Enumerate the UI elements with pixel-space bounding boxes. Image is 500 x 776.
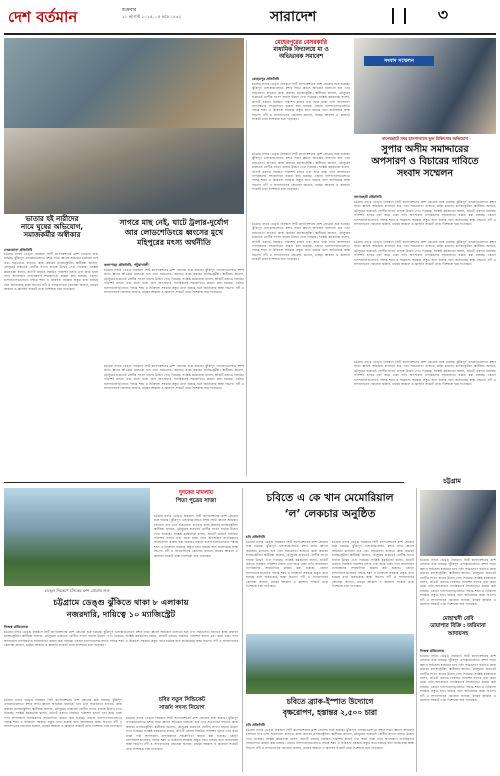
brac-headline1: চবিতে ব্র্যাক-ইস্পাত উদ্যোগে <box>286 697 374 706</box>
ak-khan-byline: চবি প্রতিনিধি <box>246 535 265 539</box>
dengue-body: চট্টগ্রাম নগরে ডেঙ্গু নিয়ন্ত্রণে সিটি কর্পোরেশনের ক্রাশ প্রোগ্রাম শুরু হয়েছে। ঝুঁকিপূর্ণ এলাকাগুলোতে মশার লার্ভা ধ্বংসে অভিযান চালানো হবে এবং সচেতনতা বাড়াতে কাজ করবেন ম্যাজিস্ট্রেটরা। স্থানীয়রা জানান, মৌসুমের শুরুতেই রোগীর সংখ্যা বাড়ায় উদ্বেগ দেখা দিয়েছে। সংশ্লিষ্ট কর্মকর্তারা বলেন, প্রতিটি ওয়ার্ডে নিয়মিত পরিদর্শন চলবে এবং জমে থাকা পানি অপসারণে নাগরিকদের সহযোগিতা কামনা করা হয়েছে। এছাড়া হাসপাতালগুলোতে পর্যাপ্ত শয্যা ও চিকিৎসা সরঞ্জাম প্রস্তুত রাখা হয়েছে বলে জানিয়েছে স্বাস্থ্য বিভাগ। নদী ও সাগরপাড়ের জেলেরা জানান, মাছের আকাল ও জ্বালানি সংকটে তারা দিশেহারা হয়ে পড়েছেন। <box>4 630 238 648</box>
column-rule <box>246 40 247 476</box>
press-byline: বাগেরহাট প্রতিনিধি <box>354 195 382 199</box>
syndicate-headline2: সার্জন সদস্য নিয়োগ <box>159 705 205 711</box>
press-body-wide: চট্টগ্রাম নগরে ডেঙ্গু নিয়ন্ত্রণে সিটি কর্পোরেশনের ক্রাশ প্রোগ্রাম শুরু হয়েছে। ঝুঁকিপূর্ণ এলাকাগুলোতে মশার লার্ভা ধ্বংসে অভিযান চালানো হবে এবং সচেতনতা বাড়াতে কাজ করবেন ম্যাজিস্ট্রেটরা। স্থানীয়রা জানান, মৌসুমের শুরুতেই রোগীর সংখ্যা বাড়ায় উদ্বেগ দেখা দিয়েছে। সংশ্লিষ্ট কর্মকর্তারা বলেন, প্রতিটি ওয়ার্ডে নিয়মিত পরিদর্শন চলবে এবং জমে থাকা পানি অপসারণে নাগরিকদের সহযোগিতা কামনা করা হয়েছে। এছাড়া হাসপাতালগুলোতে পর্যাপ্ত শয্যা ও চিকিৎসা সরঞ্জাম প্রস্তুত রাখা হয়েছে বলে জানিয়েছে স্বাস্থ্য বিভাগ। নদী ও সাগরপাড়ের জেলেরা জানান, মাছের আকাল ও জ্বালানি সংকটে তারা দিশেহারা হয়ে পড়েছেন। <box>354 200 496 227</box>
ak-khan-body-col1: চট্টগ্রাম নগরে ডেঙ্গু নিয়ন্ত্রণে সিটি কর্পোরেশনের ক্রাশ প্রোগ্রাম শুরু হয়েছে। ঝুঁকিপূর্ণ এলাকাগুলোতে মশার লার্ভা ধ্বংসে অভিযান চালানো হবে এবং সচেতনতা বাড়াতে কাজ করবেন ম্যাজিস্ট্রেটরা। স্থানীয়রা জানান, মৌসুমের শুরুতেই রোগীর সংখ্যা বাড়ায় উদ্বেগ দেখা দিয়েছে। সংশ্লিষ্ট কর্মকর্তারা বলেন, প্রতিটি ওয়ার্ডে নিয়মিত পরিদর্শন চলবে এবং জমে থাকা পানি অপসারণে নাগরিকদের সহযোগিতা কামনা করা হয়েছে। এছাড়া হাসপাতালগুলোতে পর্যাপ্ত শয্যা ও চিকিৎসা সরঞ্জাম প্রস্তুত রাখা হয়েছে বলে জানিয়েছে স্বাস্থ্য বিভাগ। নদী ও সাগরপাড়ের জেলেরা জানান, মাছের আকাল ও জ্বালানি সংকটে তারা দিশেহারা হয়ে পড়েছেন। <box>246 540 328 589</box>
masthead-date: ২১ আগস্ট ২০২৫, ০৫ ভাদ্র ১৪৩২ <box>122 14 182 19</box>
doodok-headline1: দুদকের মামলায় <box>179 490 213 496</box>
section-title-lines <box>392 8 406 24</box>
dengue-photo <box>4 488 150 586</box>
press-headline1: সুপার অসীম সমাদ্দারের <box>381 144 469 155</box>
diaper-byline: নিজস্ব প্রতিবেদক <box>420 649 445 653</box>
column-rule-bottom <box>242 488 243 772</box>
brac-headline2: বৃক্ষরোপণ, হস্তান্তর ২,৫০০ চারা <box>282 708 378 717</box>
right-body-col3: চট্টগ্রাম নগরে ডেঙ্গু নিয়ন্ত্রণে সিটি কর্পোরেশনের ক্রাশ প্রোগ্রাম শুরু হয়েছে। ঝুঁকিপূর্ণ এলাকাগুলোতে মশার লার্ভা ধ্বংসে অভিযান চালানো হবে এবং সচেতনতা বাড়াতে কাজ করবেন ম্যাজিস্ট্রেটরা। স্থানীয়রা জানান, মৌসুমের শুরুতেই রোগীর সংখ্যা বাড়ায় উদ্বেগ দেখা দিয়েছে। সংশ্লিষ্ট কর্মকর্তারা বলেন, প্রতিটি ওয়ার্ডে নিয়মিত পরিদর্শন চলবে এবং জমে থাকা পানি অপসারণে নাগরিকদের সহযোগিতা কামনা করা হয়েছে। এছাড়া হাসপাতালগুলোতে পর্যাপ্ত শয্যা ও চিকিৎসা সরঞ্জাম প্রস্তুত রাখা হয়েছে বলে জানিয়েছে স্বাস্থ্য বিভাগ। নদী ও সাগরপাড়ের জেলেরা জানান, মাছের আকাল ও জ্বালানি সংকটে তারা দিশেহারা হয়ে পড়েছেন। <box>354 360 496 387</box>
syndicate-story <box>126 696 238 716</box>
diaper-story <box>420 616 496 646</box>
diaper-headline1: মোহাম্মদী বেবি <box>442 616 474 622</box>
diaper-headline3: আদায়সহ <box>447 630 469 637</box>
meherpur-byline: মেহেরপুর প্রতিনিধি <box>252 77 280 81</box>
press-conference-photo <box>354 38 496 134</box>
right-top-body: চট্টগ্রাম নগরে ডেঙ্গু নিয়ন্ত্রণে সিটি কর্পোরেশনের ক্রাশ প্রোগ্রাম শুরু হয়েছে। ঝুঁকিপূর্ণ এলাকাগুলোতে মশার লার্ভা ধ্বংসে অভিযান চালানো হবে এবং সচেতনতা বাড়াতে কাজ করবেন ম্যাজিস্ট্রেটরা। স্থানীয়রা জানান, মৌসুমের শুরুতেই রোগীর সংখ্যা বাড়ায় উদ্বেগ দেখা দিয়েছে। সংশ্লিষ্ট কর্মকর্তারা বলেন, প্রতিটি ওয়ার্ডে নিয়মিত পরিদর্শন চলবে এবং জমে থাকা পানি অপসারণে নাগরিকদের সহযোগিতা কামনা করা হয়েছে। এছাড়া হাসপাতালগুলোতে পর্যাপ্ত শয্যা ও চিকিৎসা সরঞ্জাম প্রস্তুত রাখা হয়েছে বলে জানিয়েছে স্বাস্থ্য বিভাগ। নদী ও সাগরপাড়ের জেলেরা জানান, মাছের আকাল ও জ্বালানি সংকটে তারা দিশেহারা হয়ে পড়েছেন। <box>420 558 496 607</box>
section-title: সারাদেশ <box>270 9 317 25</box>
masthead <box>0 0 500 38</box>
fish-body-col1: চট্টগ্রাম নগরে ডেঙ্গু নিয়ন্ত্রণে সিটি কর্পোরেশনের ক্রাশ প্রোগ্রাম শুরু হয়েছে। ঝুঁকিপূর্ণ এলাকাগুলোতে মশার লার্ভা ধ্বংসে অভিযান চালানো হবে এবং সচেতনতা বাড়াতে কাজ করবেন ম্যাজিস্ট্রেটরা। স্থানীয়রা জানান, মৌসুমের শুরুতেই রোগীর সংখ্যা বাড়ায় উদ্বেগ দেখা দিয়েছে। সংশ্লিষ্ট কর্মকর্তারা বলেন, প্রতিটি ওয়ার্ডে নিয়মিত পরিদর্শন চলবে এবং জমে থাকা পানি অপসারণে নাগরিকদের সহযোগিতা কামনা করা হয়েছে। এছাড়া হাসপাতালগুলোতে পর্যাপ্ত শয্যা ও চিকিৎসা সরঞ্জাম প্রস্তুত রাখা হয়েছে বলে জানিয়েছে স্বাস্থ্য বিভাগ। নদী ও সাগরপাড়ের জেলেরা জানান, মাছের আকাল ও জ্বালানি সংকটে তারা দিশেহারা হয়ে পড়েছেন। <box>104 268 244 295</box>
masthead-rule <box>4 33 496 35</box>
fish-headline1: সাগরে মাছ নেই, ঘাটে ট্রলার-দুর্যোগ <box>119 218 229 227</box>
dengue-byline: নিজস্ব প্রতিবেদক <box>4 625 29 629</box>
press-headline2: অপসারণ ও বিচারের দাবিতে <box>371 156 479 167</box>
meherpur-body: চট্টগ্রাম নগরে ডেঙ্গু নিয়ন্ত্রণে সিটি কর্পোরেশনের ক্রাশ প্রোগ্রাম শুরু হয়েছে। ঝুঁকিপূর্ণ এলাকাগুলোতে মশার লার্ভা ধ্বংসে অভিযান চালানো হবে এবং সচেতনতা বাড়াতে কাজ করবেন ম্যাজিস্ট্রেটরা। স্থানীয়রা জানান, মৌসুমের শুরুতেই রোগীর সংখ্যা বাড়ায় উদ্বেগ দেখা দিয়েছে। সংশ্লিষ্ট কর্মকর্তারা বলেন, প্রতিটি ওয়ার্ডে নিয়মিত পরিদর্শন চলবে এবং জমে থাকা পানি অপসারণে নাগরিকদের সহযোগিতা কামনা করা হয়েছে। এছাড়া হাসপাতালগুলোতে পর্যাপ্ত শয্যা ও চিকিৎসা সরঞ্জাম প্রস্তুত রাখা হয়েছে বলে জানিয়েছে স্বাস্থ্য বিভাগ। নদী ও সাগরপাড়ের জেলেরা জানান, মাছের আকাল ও জ্বালানি সংকটে তারা দিশেহারা হয়ে পড়েছেন। <box>252 82 350 122</box>
chattogram-rule-left <box>4 482 404 483</box>
right-body-col2: চট্টগ্রাম নগরে ডেঙ্গু নিয়ন্ত্রণে সিটি কর্পোরেশনের ক্রাশ প্রোগ্রাম শুরু হয়েছে। ঝুঁকিপূর্ণ এলাকাগুলোতে মশার লার্ভা ধ্বংসে অভিযান চালানো হবে এবং সচেতনতা বাড়াতে কাজ করবেন ম্যাজিস্ট্রেটরা। স্থানীয়রা জানান, মৌসুমের শুরুতেই রোগীর সংখ্যা বাড়ায় উদ্বেগ দেখা দিয়েছে। সংশ্লিষ্ট কর্মকর্তারা বলেন, প্রতিটি ওয়ার্ডে নিয়মিত পরিদর্শন চলবে এবং জমে থাকা পানি অপসারণে নাগরিকদের সহযোগিতা কামনা করা হয়েছে। এছাড়া হাসপাতালগুলোতে পর্যাপ্ত শয্যা ও চিকিৎসা সরঞ্জাম প্রস্তুত রাখা হয়েছে বলে জানিয়েছে স্বাস্থ্য বিভাগ। নদী ও সাগরপাড়ের জেলেরা জানান, মাছের আকাল ও জ্বালানি সংকটে তারা দিশেহারা হয়ে পড়েছেন। <box>354 240 496 267</box>
side-story-headline1: ভাতার হই নারীদের <box>25 215 79 223</box>
side-story-byline: নেত্রকোনা প্রতিনিধি <box>4 248 33 252</box>
side-story <box>4 215 100 245</box>
right-top-photo <box>420 490 496 556</box>
press-kicker: বাগেরহাটে সদর হাসপাতালে ভুল চিকিৎসার অভিযোগ <box>382 136 468 141</box>
press-headline <box>354 144 496 190</box>
doodok-body: চট্টগ্রাম নগরে ডেঙ্গু নিয়ন্ত্রণে সিটি কর্পোরেশনের ক্রাশ প্রোগ্রাম শুরু হয়েছে। ঝুঁকিপূর্ণ এলাকাগুলোতে মশার লার্ভা ধ্বংসে অভিযান চালানো হবে এবং সচেতনতা বাড়াতে কাজ করবেন ম্যাজিস্ট্রেটরা। স্থানীয়রা জানান, মৌসুমের শুরুতেই রোগীর সংখ্যা বাড়ায় উদ্বেগ দেখা দিয়েছে। সংশ্লিষ্ট কর্মকর্তারা বলেন, প্রতিটি ওয়ার্ডে নিয়মিত পরিদর্শন চলবে এবং জমে থাকা পানি অপসারণে নাগরিকদের সহযোগিতা কামনা করা হয়েছে। এছাড়া হাসপাতালগুলোতে পর্যাপ্ত শয্যা ও চিকিৎসা সরঞ্জাম প্রস্তুত রাখা হয়েছে বলে জানিয়েছে স্বাস্থ্য বিভাগ। নদী ও সাগরপাড়ের জেলেরা জানান, মাছের আকাল ও জ্বালানি সংকটে তারা দিশেহারা হয়ে পড়েছেন। <box>154 514 238 558</box>
brac-body: চট্টগ্রাম নগরে ডেঙ্গু নিয়ন্ত্রণে সিটি কর্পোরেশনের ক্রাশ প্রোগ্রাম শুরু হয়েছে। ঝুঁকিপূর্ণ এলাকাগুলোতে মশার লার্ভা ধ্বংসে অভিযান চালানো হবে এবং সচেতনতা বাড়াতে কাজ করবেন ম্যাজিস্ট্রেটরা। স্থানীয়রা জানান, মৌসুমের শুরুতেই রোগীর সংখ্যা বাড়ায় উদ্বেগ দেখা দিয়েছে। সংশ্লিষ্ট কর্মকর্তারা বলেন, প্রতিটি ওয়ার্ডে নিয়মিত পরিদর্শন চলবে এবং জমে থাকা পানি অপসারণে নাগরিকদের সহযোগিতা কামনা করা হয়েছে। এছাড়া হাসপাতালগুলোতে পর্যাপ্ত শয্যা ও চিকিৎসা সরঞ্জাম প্রস্তুত রাখা হয়েছে বলে জানিয়েছে স্বাস্থ্য বিভাগ। নদী ও সাগরপাড়ের জেলেরা জানান, মাছের আকাল ও জ্বালানি সংকটে তারা দিশেহারা হয়ে পড়েছেন। <box>246 728 414 750</box>
diaper-body: চট্টগ্রাম নগরে ডেঙ্গু নিয়ন্ত্রণে সিটি কর্পোরেশনের ক্রাশ প্রোগ্রাম শুরু হয়েছে। ঝুঁকিপূর্ণ এলাকাগুলোতে মশার লার্ভা ধ্বংসে অভিযান চালানো হবে এবং সচেতনতা বাড়াতে কাজ করবেন ম্যাজিস্ট্রেটরা। স্থানীয়রা জানান, মৌসুমের শুরুতেই রোগীর সংখ্যা বাড়ায় উদ্বেগ দেখা দিয়েছে। সংশ্লিষ্ট কর্মকর্তারা বলেন, প্রতিটি ওয়ার্ডে নিয়মিত পরিদর্শন চলবে এবং জমে থাকা পানি অপসারণে নাগরিকদের সহযোগিতা কামনা করা হয়েছে। এছাড়া হাসপাতালগুলোতে পর্যাপ্ত শয্যা ও চিকিৎসা সরঞ্জাম প্রস্তুত রাখা হয়েছে বলে জানিয়েছে স্বাস্থ্য বিভাগ। নদী ও সাগরপাড়ের জেলেরা জানান, মাছের আকাল ও জ্বালানি সংকটে তারা দিশেহারা হয়ে পড়েছেন। <box>420 654 496 703</box>
ak-khan-headline1: চবিতে এ কে খান মেমোরিয়াল <box>266 492 394 504</box>
syndicate-body: চট্টগ্রাম নগরে ডেঙ্গু নিয়ন্ত্রণে সিটি কর্পোরেশনের ক্রাশ প্রোগ্রাম শুরু হয়েছে। ঝুঁকিপূর্ণ এলাকাগুলোতে মশার লার্ভা ধ্বংসে অভিযান চালানো হবে এবং সচেতনতা বাড়াতে কাজ করবেন ম্যাজিস্ট্রেটরা। স্থানীয়রা জানান, মৌসুমের শুরুতেই রোগীর সংখ্যা বাড়ায় উদ্বেগ দেখা দিয়েছে। সংশ্লিষ্ট কর্মকর্তারা বলেন, প্রতিটি ওয়ার্ডে নিয়মিত পরিদর্শন চলবে এবং জমে থাকা পানি অপসারণে নাগরিকদের সহযোগিতা কামনা করা হয়েছে। এছাড়া হাসপাতালগুলোতে পর্যাপ্ত শয্যা ও চিকিৎসা সরঞ্জাম প্রস্তুত রাখা হয়েছে বলে জানিয়েছে স্বাস্থ্য বিভাগ। নদী ও সাগরপাড়ের জেলেরা জানান, মাছের আকাল ও জ্বালানি সংকটে তারা দিশেহারা হয়ে পড়েছেন। <box>126 716 238 751</box>
fish-body-col2: চট্টগ্রাম নগরে ডেঙ্গু নিয়ন্ত্রণে সিটি কর্পোরেশনের ক্রাশ প্রোগ্রাম শুরু হয়েছে। ঝুঁকিপূর্ণ এলাকাগুলোতে মশার লার্ভা ধ্বংসে অভিযান চালানো হবে এবং সচেতনতা বাড়াতে কাজ করবেন ম্যাজিস্ট্রেটরা। স্থানীয়রা জানান, মৌসুমের শুরুতেই রোগীর সংখ্যা বাড়ায় উদ্বেগ দেখা দিয়েছে। সংশ্লিষ্ট কর্মকর্তারা বলেন, প্রতিটি ওয়ার্ডে নিয়মিত পরিদর্শন চলবে এবং জমে থাকা পানি অপসারণে নাগরিকদের সহযোগিতা কামনা করা হয়েছে। এছাড়া হাসপাতালগুলোতে পর্যাপ্ত শয্যা ও চিকিৎসা সরঞ্জাম প্রস্তুত রাখা হয়েছে বলে জানিয়েছে স্বাস্থ্য বিভাগ। নদী ও সাগরপাড়ের জেলেরা জানান, মাছের আকাল ও জ্বালানি সংকটে তারা দিশেহারা হয়ে পড়েছেন। <box>104 364 244 391</box>
syndicate-headline1: চবির নতুন সিন্ডিকেট <box>158 697 206 703</box>
brac-headline <box>246 696 414 722</box>
brac-byline: চবি প্রতিনিধি <box>246 723 265 727</box>
masthead-day: শুক্রবার <box>122 8 137 13</box>
doodok-headline2: পিতা পুত্রের সাজা <box>175 498 217 504</box>
dengue-caption: ডেঙ্গু নিয়ন্ত্রণে চসিকের ক্রাশ প্রোগ্রাম শুরু <box>44 588 110 593</box>
ak-khan-headline2: ‘ল’ লেকচার অনুষ্ঠিত <box>284 508 376 520</box>
masthead-logo: দেশ বর্তমান <box>8 8 78 26</box>
dengue-headline <box>4 596 238 626</box>
bottom-left-body: চট্টগ্রাম নগরে ডেঙ্গু নিয়ন্ত্রণে সিটি কর্পোরেশনের ক্রাশ প্রোগ্রাম শুরু হয়েছে। ঝুঁকিপূর্ণ এলাকাগুলোতে মশার লার্ভা ধ্বংসে অভিযান চালানো হবে এবং সচেতনতা বাড়াতে কাজ করবেন ম্যাজিস্ট্রেটরা। স্থানীয়রা জানান, মৌসুমের শুরুতেই রোগীর সংখ্যা বাড়ায় উদ্বেগ দেখা দিয়েছে। সংশ্লিষ্ট কর্মকর্তারা বলেন, প্রতিটি ওয়ার্ডে নিয়মিত পরিদর্শন চলবে এবং জমে থাকা পানি অপসারণে নাগরিকদের সহযোগিতা কামনা করা হয়েছে। এছাড়া হাসপাতালগুলোতে পর্যাপ্ত শয্যা ও চিকিৎসা সরঞ্জাম প্রস্তুত রাখা হয়েছে বলে জানিয়েছে স্বাস্থ্য বিভাগ। নদী ও সাগরপাড়ের জেলেরা জানান, মাছের আকাল ও জ্বালানি সংকটে তারা দিশেহারা হয়ে পড়েছেন। <box>4 698 122 729</box>
fish-byline: কলাপাড়া প্রতিনিধি, পটুয়াখালী <box>104 263 149 267</box>
press-banner: সংবাদ সম্মেলন <box>364 56 434 66</box>
dengue-headline1: চট্টগ্রামে ডেঙ্গু ঝুঁকিতে থাকা ৮ এলাকায় <box>53 597 189 607</box>
fish-headline2: আর লোডশেডিংয়ে ধ্বংসের মুখে <box>124 228 224 237</box>
meherpur-headline1: মেহেরপুরের বেসরকারি <box>275 40 327 46</box>
meherpur-story <box>252 40 350 74</box>
side-story-headline3: সমাজকর্মীর অস্বীকার <box>23 231 81 239</box>
dengue-headline2: নজরদারি, দায়িত্বে ১০ ম্যাজিস্ট্রেট <box>66 609 176 619</box>
meherpur-headline2: মাধ্যমিক বিদ্যালয়ে মা ও <box>273 47 329 53</box>
ak-khan-body-col2: চট্টগ্রাম নগরে ডেঙ্গু নিয়ন্ত্রণে সিটি কর্পোরেশনের ক্রাশ প্রোগ্রাম শুরু হয়েছে। ঝুঁকিপূর্ণ এলাকাগুলোতে মশার লার্ভা ধ্বংসে অভিযান চালানো হবে এবং সচেতনতা বাড়াতে কাজ করবেন ম্যাজিস্ট্রেটরা। স্থানীয়রা জানান, মৌসুমের শুরুতেই রোগীর সংখ্যা বাড়ায় উদ্বেগ দেখা দিয়েছে। সংশ্লিষ্ট কর্মকর্তারা বলেন, প্রতিটি ওয়ার্ডে নিয়মিত পরিদর্শন চলবে এবং জমে থাকা পানি অপসারণে নাগরিকদের সহযোগিতা কামনা করা হয়েছে। এছাড়া হাসপাতালগুলোতে পর্যাপ্ত শয্যা ও চিকিৎসা সরঞ্জাম প্রস্তুত রাখা হয়েছে বলে জানিয়েছে স্বাস্থ্য বিভাগ। নদী ও সাগরপাড়ের জেলেরা জানান, মাছের আকাল ও জ্বালানি সংকটে তারা দিশেহারা হয়ে পড়েছেন। <box>332 540 414 589</box>
press-headline3: সংবাদ সম্মেলন <box>397 168 453 179</box>
page-number: ৩ <box>437 5 449 24</box>
side-story-body: চট্টগ্রাম নগরে ডেঙ্গু নিয়ন্ত্রণে সিটি কর্পোরেশনের ক্রাশ প্রোগ্রাম শুরু হয়েছে। ঝুঁকিপূর্ণ এলাকাগুলোতে মশার লার্ভা ধ্বংসে অভিযান চালানো হবে এবং সচেতনতা বাড়াতে কাজ করবেন ম্যাজিস্ট্রেটরা। স্থানীয়রা জানান, মৌসুমের শুরুতেই রোগীর সংখ্যা বাড়ায় উদ্বেগ দেখা দিয়েছে। সংশ্লিষ্ট কর্মকর্তারা বলেন, প্রতিটি ওয়ার্ডে নিয়মিত পরিদর্শন চলবে এবং জমে থাকা পানি অপসারণে নাগরিকদের সহযোগিতা কামনা করা হয়েছে। এছাড়া হাসপাতালগুলোতে পর্যাপ্ত শয্যা ও চিকিৎসা সরঞ্জাম প্রস্তুত রাখা হয়েছে বলে জানিয়েছে স্বাস্থ্য বিভাগ। নদী ও সাগরপাড়ের জেলেরা জানান, মাছের আকাল ও জ্বালানি সংকটে তারা দিশেহারা হয়ে পড়েছেন। <box>4 252 98 292</box>
meherpur-headline3: অভিভাবক সমাবেশ <box>278 54 323 60</box>
side-story-headline2: নামে ঘুষের অভিযোগ, <box>20 223 84 231</box>
diaper-headline2: ডায়াপার বিক্রি : জরিমানা <box>430 623 486 630</box>
column-rule-right <box>416 488 417 772</box>
fish-worker-photo <box>4 128 244 214</box>
meherpur-body-b: চট্টগ্রাম নগরে ডেঙ্গু নিয়ন্ত্রণে সিটি কর্পোরেশনের ক্রাশ প্রোগ্রাম শুরু হয়েছে। ঝুঁকিপূর্ণ এলাকাগুলোতে মশার লার্ভা ধ্বংসে অভিযান চালানো হবে এবং সচেতনতা বাড়াতে কাজ করবেন ম্যাজিস্ট্রেটরা। স্থানীয়রা জানান, মৌসুমের শুরুতেই রোগীর সংখ্যা বাড়ায় উদ্বেগ দেখা দিয়েছে। সংশ্লিষ্ট কর্মকর্তারা বলেন, প্রতিটি ওয়ার্ডে নিয়মিত পরিদর্শন চলবে এবং জমে থাকা পানি অপসারণে নাগরিকদের সহযোগিতা কামনা করা হয়েছে। এছাড়া হাসপাতালগুলোতে পর্যাপ্ত শয্যা ও চিকিৎসা সরঞ্জাম প্রস্তুত রাখা হয়েছে বলে জানিয়েছে স্বাস্থ্য বিভাগ। নদী ও সাগরপাড়ের জেলেরা জানান, মাছের আকাল ও জ্বালানি সংকটে তারা দিশেহারা হয়ে পড়েছেন। <box>252 152 350 192</box>
doodok-story <box>154 489 238 513</box>
tree-plantation-photo <box>246 634 414 694</box>
right-body-col1: চট্টগ্রাম নগরে ডেঙ্গু নিয়ন্ত্রণে সিটি কর্পোরেশনের ক্রাশ প্রোগ্রাম শুরু হয়েছে। ঝুঁকিপূর্ণ এলাকাগুলোতে মশার লার্ভা ধ্বংসে অভিযান চালানো হবে এবং সচেতনতা বাড়াতে কাজ করবেন ম্যাজিস্ট্রেটরা। স্থানীয়রা জানান, মৌসুমের শুরুতেই রোগীর সংখ্যা বাড়ায় উদ্বেগ দেখা দিয়েছে। সংশ্লিষ্ট কর্মকর্তারা বলেন, প্রতিটি ওয়ার্ডে নিয়মিত পরিদর্শন চলবে এবং জমে থাকা পানি অপসারণে নাগরিকদের সহযোগিতা কামনা করা হয়েছে। এছাড়া হাসপাতালগুলোতে পর্যাপ্ত শয্যা ও চিকিৎসা সরঞ্জাম প্রস্তুত রাখা হয়েছে বলে জানিয়েছে স্বাস্থ্য বিভাগ। নদী ও সাগরপাড়ের জেলেরা জানান, মাছের আকাল ও জ্বালানি সংকটে তারা দিশেহারা হয়ে পড়েছেন। <box>252 222 350 262</box>
chattogram-label: চট্টগ্রাম <box>443 477 461 485</box>
fish-headline3: মহিপুরের মৎস্য অর্থনীতি <box>137 238 211 247</box>
